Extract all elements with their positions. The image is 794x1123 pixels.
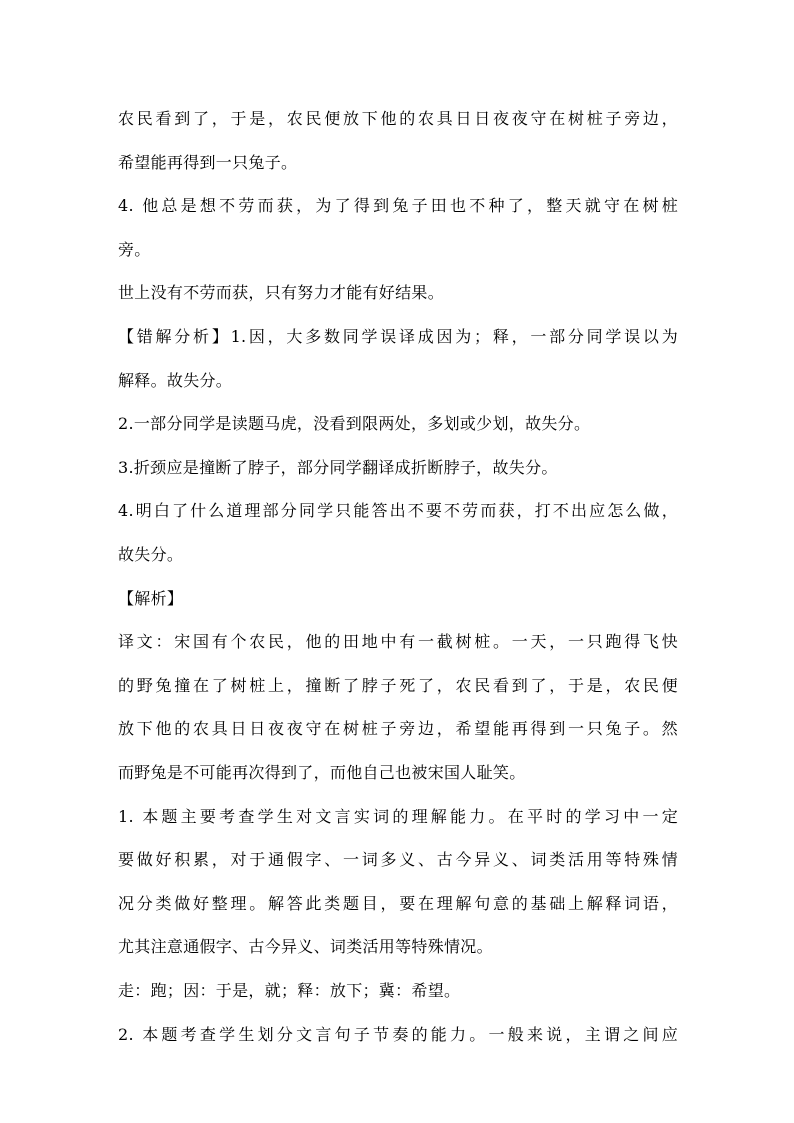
- text-line: 放下他的农具日日夜夜守在树桩子旁边，希望能再得到一只兔子。然: [118, 719, 678, 739]
- text-line: 4.明白了什么道理部分同学只能答出不要不劳而获，打不出应怎么做，: [118, 501, 678, 521]
- text-line: 走：跑；因：于是，就；释：放下；冀：希望。: [118, 981, 461, 1000]
- text-line: 世上没有不劳而获，只有努力才能有好结果。: [118, 283, 445, 303]
- text-line: 尤其注意通假字、古今异义、词类活用等特殊情况。: [118, 937, 493, 957]
- text-line: 要做好积累，对于通假字、一词多义、古今异义、词类活用等特殊情: [118, 850, 678, 870]
- text-line: 故失分。: [118, 545, 184, 564]
- text-line: 【错解分析】1.因，大多数同学误译成因为；释，一部分同学误以为: [118, 327, 678, 346]
- text-line: 1. 本题主要考查学生对文言实词的理解能力。在平时的学习中一定: [118, 806, 678, 826]
- text-line: 3.折颈应是撞断了脖子，部分同学翻译成折断脖子，故失分。: [118, 457, 558, 477]
- text-line: 农民看到了，于是，农民便放下他的农具日日夜夜守在树桩子旁边，: [118, 109, 678, 128]
- text-line: 解释。故失分。: [118, 370, 233, 390]
- text-line: 而野兔是不可能再次得到了，而他自己也被宋国人耻笑。: [118, 763, 526, 782]
- text-line: 希望能再得到一只兔子。: [118, 152, 298, 172]
- text-line: 2. 本题考查学生划分文言句子节奏的能力。一般来说，主谓之间应: [118, 1024, 678, 1044]
- text-line: 的野兔撞在了树桩上，撞断了脖子死了，农民看到了，于是，农民便: [118, 675, 678, 695]
- text-line: 旁。: [118, 239, 151, 259]
- text-line: 2.一部分同学是读题马虎，没看到限两处，多划或少划，故失分。: [118, 414, 591, 434]
- text-line: 4. 他总是想不劳而获，为了得到兔子田也不种了，整天就守在树桩: [118, 196, 678, 216]
- text-line: 【解析】: [118, 588, 184, 608]
- text-line: 译文：宋国有个农民，他的田地中有一截树桩。一天，一只跑得飞快: [118, 632, 678, 652]
- text-line: 况分类做好整理。解答此类题目，要在理解句意的基础上解释词语，: [118, 893, 678, 913]
